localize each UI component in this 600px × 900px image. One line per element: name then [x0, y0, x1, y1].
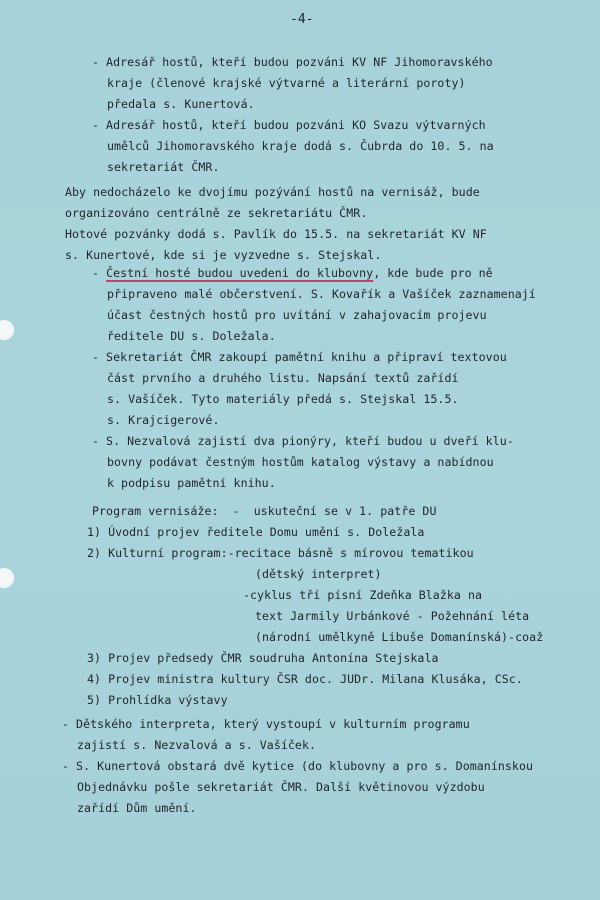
- text-line: - Sekretariát ČMR zakoupí pamětní knihu a připraví textovou: [92, 350, 507, 364]
- text-line: 4) Projev ministra kultury ČSR doc. JUDr. Milana Klusáka, CSc.: [87, 672, 523, 686]
- text-line: zajistí s. Nezvalová a s. Vašíček.: [77, 738, 317, 752]
- text-line: zařídí Dům umění.: [77, 801, 197, 815]
- text-line: k podpisu pamětní knihu.: [107, 476, 276, 490]
- text-line: Program vernisáže: - uskuteční se v 1. patře DU: [92, 504, 437, 518]
- text-line: 2) Kulturní program:-recitace básně s mírovou tematikou: [87, 546, 474, 560]
- text-line: připraveno malé občerstvení. S. Kovařík a Vašíček zaznamenají: [107, 287, 536, 301]
- page-number: -4-: [290, 12, 314, 27]
- text-line: bovny podávat čestným hostům katalog výstavy a nabídnou: [107, 455, 494, 469]
- text-line: -cyklus tří písní Zdeňka Blažka na: [243, 588, 483, 602]
- text-line: s. Vašíček. Tyto materiály předá s. Stejskal 15.5.: [107, 392, 459, 406]
- text-line: Hotové pozvánky dodá s. Pavlík do 15.5. na sekretariát KV NF: [65, 227, 487, 241]
- text-line: (dětský interpret): [255, 567, 382, 581]
- text-line: text Jarmily Urbánkové - Požehnání léta: [255, 609, 530, 623]
- text-line: - Adresář hostů, kteří budou pozváni KV NF Jihomoravského: [92, 55, 493, 69]
- text-line: s. Kunertové, kde si je vyzvedne s. Stejskal.: [65, 248, 382, 262]
- text-line: 5) Prohlídka výstavy: [87, 693, 228, 707]
- text-line: (národní umělkyně Libuše Domanínská)-coaž: [255, 630, 544, 644]
- text-line: - Čestní hosté budou uvedeni do klubovny, kde bude pro ně: [92, 266, 493, 280]
- text-line: část prvního a druhého listu. Napsání textů zařídí: [107, 371, 459, 385]
- text-line: s. Krajcigerové.: [107, 413, 220, 427]
- text-line: Aby nedocházelo ke dvojímu pozývání hostů na vernisáž, bude: [65, 185, 480, 199]
- text-line: účast čestných hostů pro uvítání v zahajovacím projevu: [107, 308, 487, 322]
- text-line: ředitele DU s. Doležala.: [107, 329, 276, 343]
- text-line: - Adresář hostů, kteří budou pozváni KO Svazu výtvarných: [92, 118, 486, 132]
- text-line: předala s. Kunertová.: [107, 97, 255, 111]
- text-line: organizováno centrálně ze sekretariátu ČMR.: [65, 206, 368, 220]
- text-line: umělců Jihomoravského kraje dodá s. Čubrda do 10. 5. na: [107, 139, 494, 153]
- text-line: - S. Nezvalová zajistí dva pionýry, kteří budou u dveří klu-: [92, 434, 514, 448]
- text-line: 1) Úvodní projev ředitele Domu umění s. Doležala: [87, 525, 425, 539]
- text-line: - S. Kunertová obstará dvě kytice (do klubovny a pro s. Domanínskou: [62, 759, 534, 773]
- text-line: kraje (členové krajské výtvarné a literární poroty): [107, 76, 466, 90]
- text-line: - Dětského interpreta, který vystoupí v kulturním programu: [62, 717, 470, 731]
- text-line: sekretariát ČMR.: [107, 160, 220, 174]
- text-line: Objednávku pošle sekretariát ČMR. Další květinovou výzdobu: [77, 780, 485, 794]
- text-line: 3) Projev předsedy ČMR soudruha Antonína Stejskala: [87, 651, 439, 665]
